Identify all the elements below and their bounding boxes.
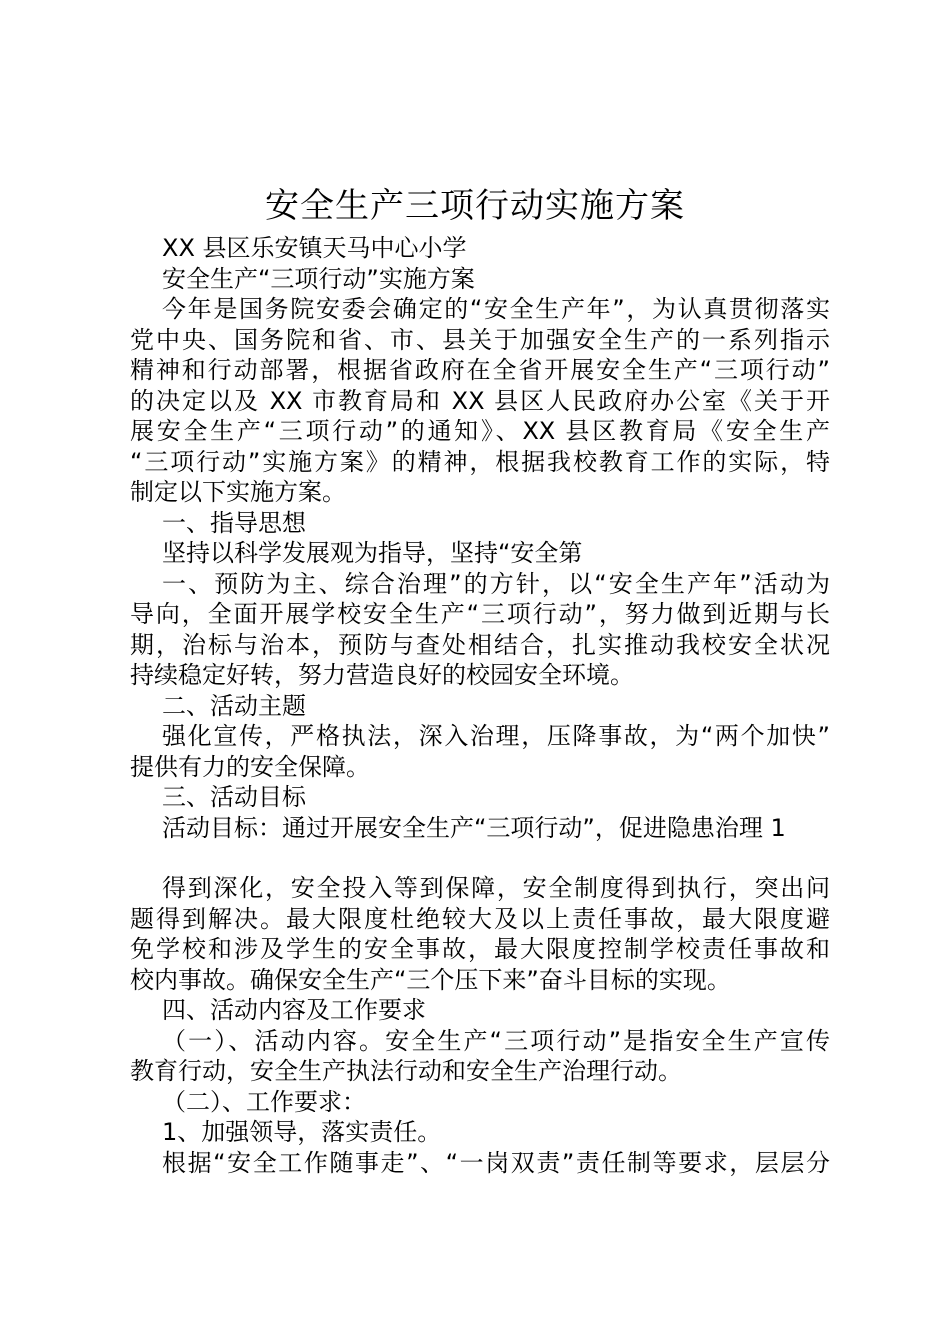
paragraph-line: 题得到解决。最大限度杜绝较大及以上责任事故，最大限度避	[130, 904, 830, 933]
paragraph-line: 的决定以及 XX 市教育局和 XX 县区人民政府办公室《关于开	[130, 386, 830, 415]
paragraph-line: 一、预防为主、综合治理”的方针，以“安全生产年”活动为	[162, 569, 830, 598]
paragraph-line: 教育行动，安全生产执法行动和安全生产治理行动。	[130, 1057, 682, 1085]
paragraph-line: 导向，全面开展学校安全生产“三项行动”，努力做到近期与长	[130, 600, 830, 628]
paragraph-line: 坚持以科学发展观为指导，坚持“安全第	[162, 539, 583, 567]
paragraph-line: 持续稳定好转，努力营造良好的校园安全环境。	[130, 661, 634, 689]
paragraph-line: 展安全生产“三项行动”的通知》、XX 县区教育局《安全生产	[130, 417, 830, 445]
paragraph-line: 提供有力的安全保障。	[130, 752, 370, 781]
document-body-part2	[130, 873, 830, 1178]
paragraph-line: 强化宣传，严格执法，深入治理，压降事故，为“两个加快”	[162, 722, 830, 750]
paragraph-line: 党中央、国务院和省、市、县关于加强安全生产的一系列指示	[130, 325, 830, 354]
subtitle-line: 安全生产“三项行动”实施方案	[162, 264, 475, 293]
paragraph-line: 根据“安全工作随事走”、“一岗双责”责任制等要求，层层分	[162, 1148, 830, 1177]
paragraph-line: 精神和行动部署，根据省政府在全省开展安全生产“三项行动”	[130, 356, 830, 384]
paragraph-line: 校内事故。确保安全生产“三个压下来”奋斗目标的实现。	[130, 965, 731, 994]
subsection-heading: （二）、工作要求：	[162, 1087, 366, 1116]
paragraph-line: （一）、活动内容。安全生产“三项行动”是指安全生产宣传	[162, 1026, 830, 1055]
paragraph-line: 得到深化，安全投入等到保障，安全制度得到执行，突出问	[162, 874, 830, 902]
paragraph-line: 活动目标：通过开展安全生产“三项行动”，促进隐患治理 1	[162, 813, 786, 842]
school-name-line: XX 县区乐安镇天马中心小学	[162, 234, 467, 262]
section-heading: 三、活动目标	[162, 783, 306, 811]
paragraph-line: “三项行动”实施方案》的精神，根据我校教育工作的实际，特	[130, 447, 830, 476]
paragraph-line: 今年是国务院安委会确定的“安全生产年”，为认真贯彻落实	[162, 295, 830, 323]
document-title: 安全生产三项行动实施方案	[265, 186, 685, 226]
section-heading: 四、活动内容及工作要求	[162, 996, 426, 1024]
paragraph-line: 免学校和涉及学生的安全事故，最大限度控制学校责任事故和	[130, 935, 830, 963]
section-heading: 一、指导思想	[162, 508, 306, 537]
paragraph-line: 制定以下实施方案。	[130, 478, 346, 506]
section-heading: 二、活动主题	[162, 691, 306, 720]
subsection-heading: 1、加强领导，落实责任。	[162, 1118, 442, 1146]
document-body-part1	[130, 233, 830, 843]
paragraph-line: 期，治标与治本，预防与查处相结合，扎实推动我校安全状况	[130, 630, 830, 659]
